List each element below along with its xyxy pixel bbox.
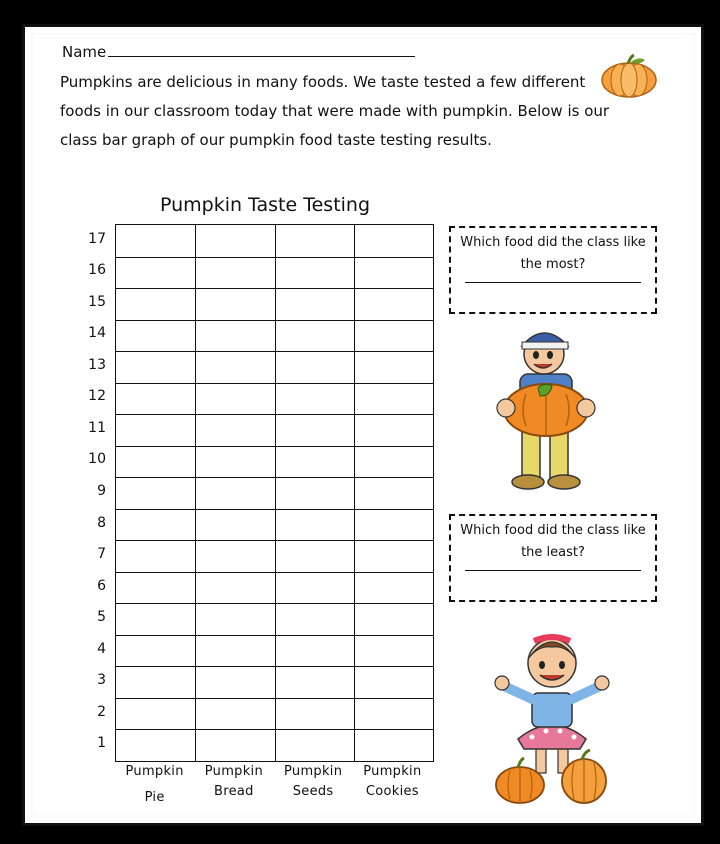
name-label: Name	[62, 43, 107, 61]
name-underline[interactable]	[108, 42, 415, 57]
y-tick-label: 1	[97, 735, 106, 752]
y-tick-label: 6	[97, 577, 106, 594]
answer-least-line[interactable]	[465, 570, 641, 571]
name-field[interactable]	[62, 42, 415, 61]
question-least-text: Which food did the class like the least?	[460, 523, 646, 560]
y-tick-label: 10	[88, 451, 106, 468]
graph-title: Pumpkin Taste Testing	[159, 194, 371, 216]
bar-graph-grid[interactable]	[115, 224, 434, 762]
y-tick-label: 16	[88, 262, 106, 279]
x-category-label: Pumpkin Cookies	[363, 764, 422, 799]
question-least-box[interactable]	[449, 514, 657, 602]
question-most-box[interactable]	[449, 226, 657, 314]
intro-paragraph: Pumpkins are delicious in many foods. We taste tested a few different foods in our classroom today that were made with pumpkin. Below is our class bar graph of our pumpkin food taste testing results.	[60, 73, 610, 149]
grid-column-line	[354, 225, 355, 761]
question-most-text: Which food did the class like the most?	[460, 235, 646, 272]
y-tick-label: 3	[97, 672, 106, 689]
grid-column-line	[195, 225, 196, 761]
x-category-label: Pumpkin Pie	[125, 764, 184, 805]
y-tick-label: 7	[97, 546, 106, 563]
y-tick-label: 4	[97, 640, 106, 657]
x-category-label: Pumpkin Seeds	[284, 764, 343, 799]
boy-holding-pumpkin-illustration	[486, 324, 606, 494]
y-tick-label: 14	[88, 325, 106, 342]
y-tick-label: 9	[97, 483, 106, 499]
answer-most-line[interactable]	[465, 282, 641, 283]
pumpkin-icon	[600, 54, 658, 98]
y-tick-label: 13	[88, 356, 106, 373]
x-category-label: Pumpkin Bread	[204, 764, 263, 799]
y-tick-label: 5	[97, 609, 106, 626]
y-tick-label: 8	[97, 514, 106, 531]
grid-column-line	[275, 225, 276, 761]
y-tick-label: 17	[88, 230, 106, 247]
y-tick-label: 12	[88, 388, 106, 405]
y-tick-label: 2	[97, 703, 106, 720]
girl-with-pumpkins-illustration	[492, 619, 614, 805]
y-tick-label: 11	[88, 419, 106, 436]
worksheet-page	[34, 34, 686, 808]
y-tick-label: 15	[88, 293, 106, 310]
